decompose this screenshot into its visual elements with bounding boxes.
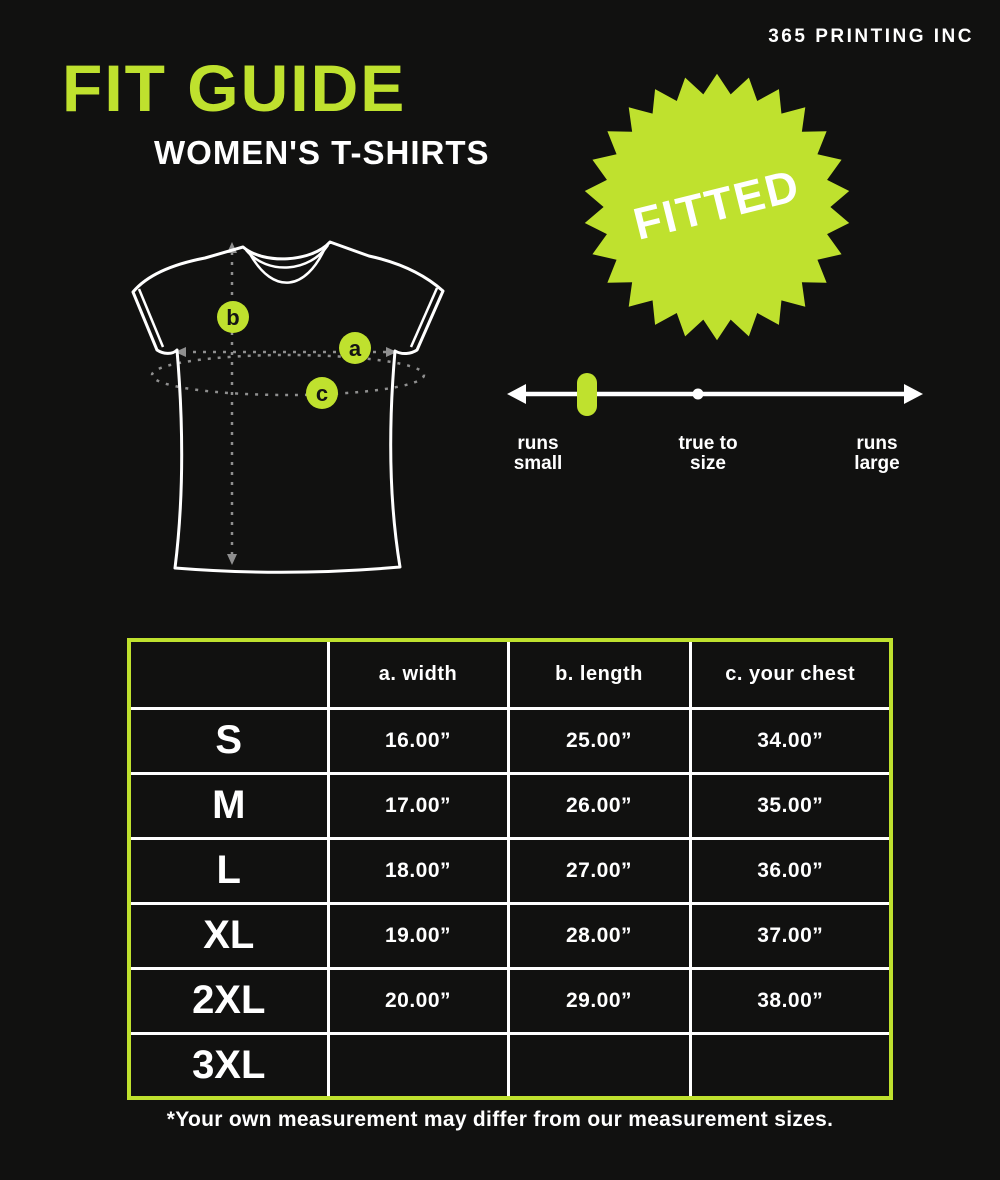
header-cell-length: b. length (508, 640, 690, 708)
size-table (127, 638, 893, 1100)
true-to-size-dot (693, 389, 704, 400)
width-value (328, 1033, 508, 1098)
size-label: 2XL (129, 968, 328, 1033)
scale-arrow-right-icon (904, 384, 923, 404)
fitted-label: FITTED (628, 159, 806, 250)
fit-scale-axis (505, 358, 925, 428)
length-value: 26.00” (508, 773, 690, 838)
size-label: 3XL (129, 1033, 328, 1098)
marker-a-label: a (348, 336, 362, 361)
fit-position-marker (577, 373, 597, 416)
scale-label-runs-small: runs small (513, 433, 563, 474)
length-value: 25.00” (508, 708, 690, 773)
tshirt-diagram (125, 238, 465, 578)
table-row-2xl (129, 968, 891, 1033)
size-table-header-row (129, 640, 891, 708)
length-value: 28.00” (508, 903, 690, 968)
header-cell-width: a. width (328, 640, 508, 708)
page-title: FIT GUIDE (62, 51, 407, 125)
chest-value: 34.00” (690, 708, 891, 773)
cuff-line (411, 288, 437, 347)
width-value: 16.00” (328, 708, 508, 773)
scale-label-true-to-size: true to size (678, 433, 738, 474)
page-subtitle: WOMEN'S T-SHIRTS (154, 134, 490, 171)
header-cell-chest: c. your chest (690, 640, 891, 708)
fit-scale (505, 358, 925, 478)
scale-arrow-left-icon (507, 384, 526, 404)
marker-c-label: c (315, 381, 329, 406)
length-value (508, 1033, 690, 1098)
size-label: S (129, 708, 328, 773)
table-row-s (129, 708, 891, 773)
length-value: 29.00” (508, 968, 690, 1033)
table-row-l (129, 838, 891, 903)
fitted-badge (582, 72, 852, 342)
width-value: 18.00” (328, 838, 508, 903)
table-row-xl (129, 903, 891, 968)
chest-value (690, 1033, 891, 1098)
size-label: M (129, 773, 328, 838)
chest-measure-ellipse (152, 355, 424, 395)
length-value: 27.00” (508, 838, 690, 903)
width-value: 20.00” (328, 968, 508, 1033)
table-row-3xl (129, 1033, 891, 1098)
header-cell-empty (129, 640, 328, 708)
arrow-down-icon (227, 554, 237, 565)
chest-value: 36.00” (690, 838, 891, 903)
size-label: L (129, 838, 328, 903)
tshirt-outline (133, 242, 443, 572)
measurement-disclaimer: *Your own measurement may differ from our measurement sizes. (166, 1108, 834, 1131)
chest-value: 35.00” (690, 773, 891, 838)
width-value: 19.00” (328, 903, 508, 968)
table-row-m (129, 773, 891, 838)
chest-value: 38.00” (690, 968, 891, 1033)
marker-b-label: b (226, 305, 240, 330)
width-value: 17.00” (328, 773, 508, 838)
brand-text: 365 PRINTING INC (768, 26, 974, 47)
scale-label-runs-large: runs large (854, 433, 900, 474)
chest-value: 37.00” (690, 903, 891, 968)
size-label: XL (129, 903, 328, 968)
